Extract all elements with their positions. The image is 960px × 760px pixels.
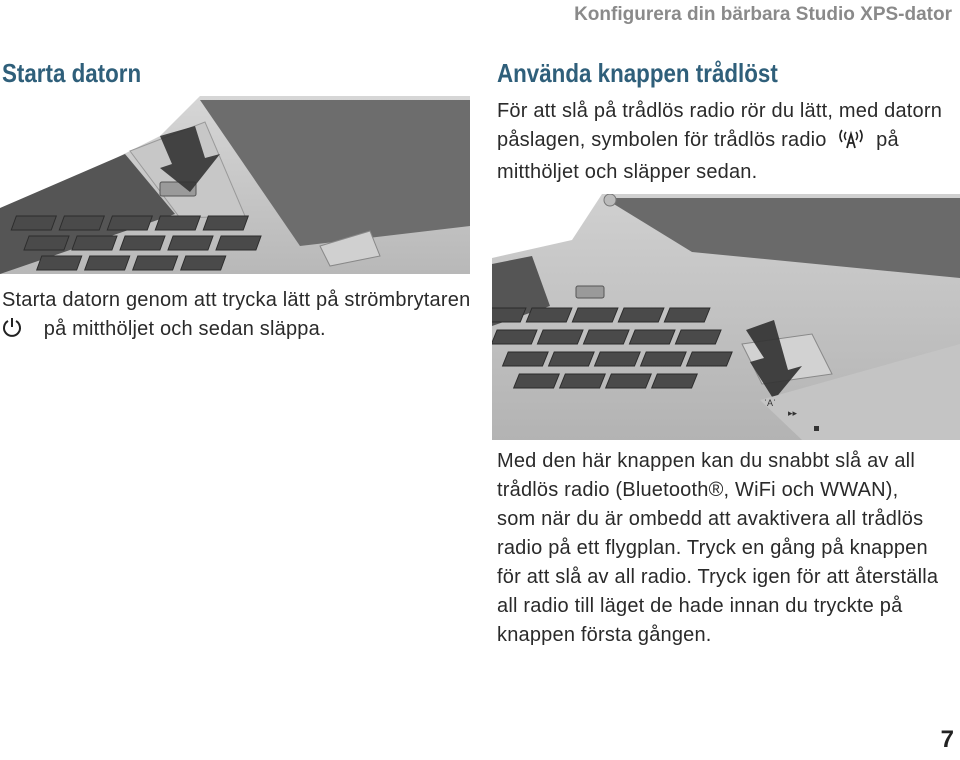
wireless-radio-icon	[838, 127, 864, 158]
body-line-1: Med den här knappen kan du snabbt slå av all	[497, 450, 915, 472]
body-line-6: all radio till läget de hade innan du tryckte på	[497, 595, 903, 617]
start-instructions	[2, 286, 470, 347]
body-line-2: trådlös radio (Bluetooth®, WiFi och WWAN),	[497, 479, 899, 501]
svg-text:▸▸: ▸▸	[788, 408, 798, 418]
page-number: 7	[940, 726, 954, 753]
page-header: Konfigurera din bärbara Studio XPS-dator	[574, 4, 952, 25]
section-heading-wireless: Använda knappen trådlöst	[497, 58, 778, 88]
body-line-5: för att slå av all radio. Tryck igen för att återställa	[497, 566, 939, 588]
wireless-intro	[497, 97, 942, 187]
svg-text:ʿAʾ: ʿAʾ	[764, 398, 776, 408]
laptop-wireless-button-photo	[492, 194, 960, 440]
wireless-intro-line-2-end: på	[876, 129, 899, 151]
body-line-3: som när du är ombedd att avaktivera all trådlös	[497, 508, 924, 530]
wireless-intro-line-3: mitthöljet och släpper sedan.	[497, 161, 758, 183]
laptop-power-button-photo	[0, 96, 470, 274]
power-icon	[2, 316, 22, 347]
body-line-4: radio på ett flygplan. Tryck en gång på knappen	[497, 537, 928, 559]
wireless-intro-line-1: För att slå på trådlös radio rör du lätt, med datorn	[497, 100, 943, 122]
start-text-line-1: Starta datorn genom att trycka lätt på strömbrytaren	[2, 289, 471, 311]
start-text-line-2: på mitthöljet och sedan släppa.	[43, 318, 326, 340]
body-line-7: knappen första gången.	[497, 624, 712, 646]
section-heading-start: Starta datorn	[2, 58, 142, 88]
wireless-body	[497, 447, 938, 650]
wireless-intro-line-2: påslagen, symbolen för trådlös radio	[497, 129, 827, 151]
